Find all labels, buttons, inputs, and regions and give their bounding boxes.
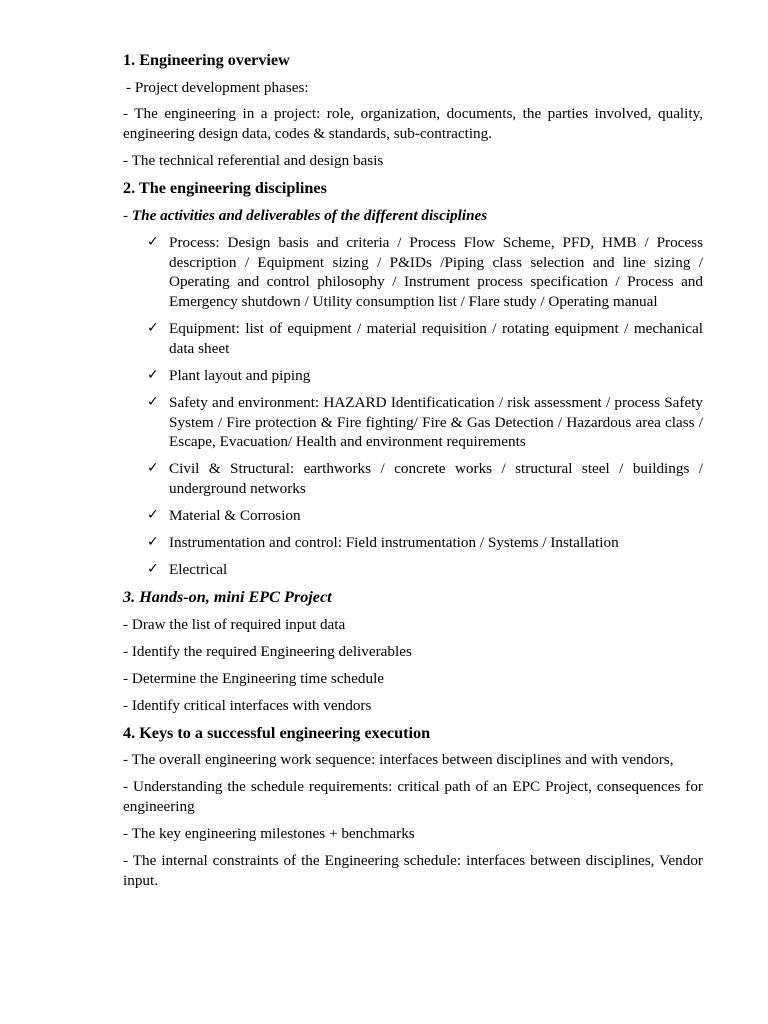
section-4-line: - Understanding the schedule requirements: critical path of an EPC Project, consequences for engineering <box>123 778 703 815</box>
checklist-item <box>123 366 703 386</box>
checklist-item-text: Material & Corrosion <box>169 507 301 525</box>
section-4-line: - The internal constraints of the Engineering schedule: interfaces between disciplines, Vendor input. <box>123 851 703 889</box>
checklist-item-text: Safety and environment: HAZARD Identificatication / risk assessment / process Safety System / Fire protection & Fire fighting/ Fire & Gas Detection / Hazardous area class / Escape, Evacuation/ Health and environment requirements <box>169 393 703 451</box>
checkmark-icon: ✓ <box>147 393 159 410</box>
document-page <box>123 50 703 898</box>
section-1-heading: 1. Engineering overview <box>123 51 290 69</box>
checklist-item <box>123 506 703 526</box>
checkmark-icon: ✓ <box>147 561 159 578</box>
checklist-item <box>123 393 703 452</box>
section-4-line: - The key engineering milestones + benchmarks <box>123 824 415 842</box>
section-4-heading: 4. Keys to a successful engineering execution <box>123 723 431 742</box>
checklist-item-text: Electrical <box>169 561 228 579</box>
checklist-item-text: Equipment: list of equipment / material requisition / rotating equipment / mechanical data sheet <box>169 320 703 357</box>
section-3-heading: 3. Hands-on, mini EPC Project <box>123 588 332 607</box>
discipline-checklist <box>123 233 703 580</box>
checklist-item <box>123 233 703 312</box>
section-4-line: - The overall engineering work sequence: interfaces between disciplines and with vendors, <box>123 751 674 769</box>
section-2-heading: 2. The engineering disciplines <box>123 179 327 198</box>
checklist-item-text: Process: Design basis and criteria / Process Flow Scheme, PFD, HMB / Process description / Equipment sizing / P&IDs /Piping class selection and line sizing / Operating and control philosophy / Instrument process specification / Process and Emergency shutdown / Utility consumption list / Flare study / Operating manual <box>169 233 703 311</box>
checkmark-icon: ✓ <box>147 534 159 551</box>
checklist-item-text: Civil & Structural: earthworks / concrete works / structural steel / buildings / underground networks <box>169 460 703 498</box>
section-1-line: - Project development phases: <box>126 78 309 96</box>
section-3-line: - Identify the required Engineering deliverables <box>123 642 412 660</box>
section-3-line: - Identify critical interfaces with vendors <box>123 696 372 714</box>
checkmark-icon: ✓ <box>147 366 159 383</box>
checklist-item <box>123 560 703 580</box>
checkmark-icon: ✓ <box>147 460 159 477</box>
section-3-line: - Determine the Engineering time schedule <box>123 669 385 687</box>
checkmark-icon: ✓ <box>147 320 159 337</box>
section-2-intro-italic: The activities and deliverables of the different disciplines <box>131 206 488 224</box>
checkmark-icon: ✓ <box>147 507 159 524</box>
section-3-line: - Draw the list of required input data <box>123 615 346 633</box>
checkmark-icon: ✓ <box>147 233 159 250</box>
checklist-item-text: Plant layout and piping <box>169 366 311 384</box>
section-1-line: - The technical referential and design basis <box>123 152 384 170</box>
section-1-line: - The engineering in a project: role, organization, documents, the parties involved, quality, engineering design data, codes & standards, sub-contracting. <box>123 105 703 143</box>
checklist-item <box>123 459 703 499</box>
section-2-intro-dash: - <box>123 206 132 224</box>
section-2-intro <box>123 206 703 226</box>
checklist-item-text: Instrumentation and control: Field instrumentation / Systems / Installation <box>169 534 619 552</box>
checklist-item <box>123 319 703 359</box>
checklist-item <box>123 533 703 553</box>
